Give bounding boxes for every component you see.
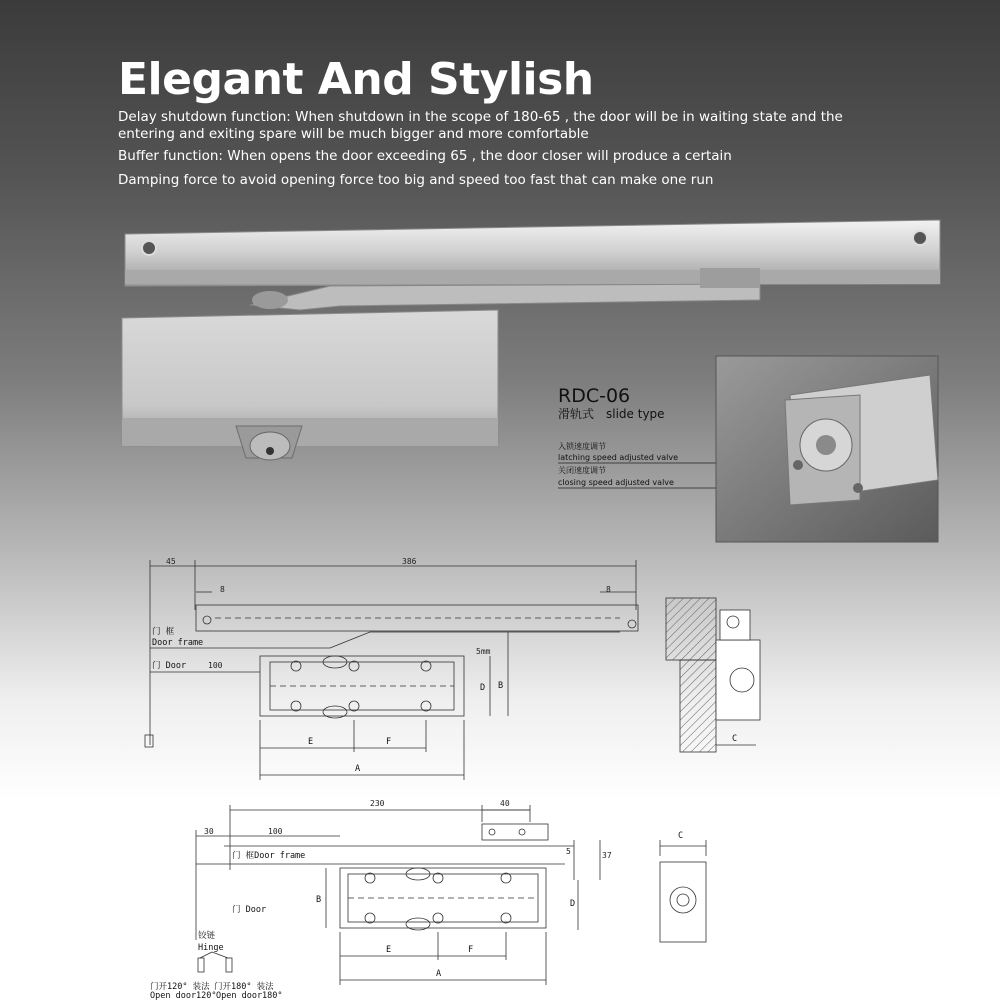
open-180-en: Open door180° bbox=[216, 991, 283, 1000]
model-name: RDC-06 bbox=[558, 385, 631, 407]
valve-detail-photo bbox=[716, 356, 938, 542]
door-closer-rail bbox=[125, 220, 940, 286]
damping-force-description: Damping force to avoid opening force too big and speed too fast that can make one run bbox=[118, 172, 714, 188]
open-120-en: Open door120° bbox=[150, 991, 217, 1000]
label-C-2: C bbox=[678, 831, 684, 841]
dim-37: 37 bbox=[602, 851, 612, 860]
door-label-2: 门 Door bbox=[232, 905, 267, 915]
page-title: Elegant And Stylish bbox=[118, 54, 594, 105]
closing-valve-cn: 关闭速度调节 bbox=[558, 466, 606, 475]
hinge-en: Hinge bbox=[198, 943, 224, 953]
latching-valve-cn: 入锁速度调节 bbox=[558, 442, 606, 451]
open-180-cn: 门开180° 装法 bbox=[214, 982, 274, 992]
dim-8-right: 8 bbox=[606, 585, 611, 594]
type-en-label: slide type bbox=[606, 407, 665, 421]
door-frame-en: Door frame bbox=[152, 638, 204, 648]
hinge-cn: 铰链 bbox=[198, 931, 216, 941]
dim-5mm: 5mm bbox=[476, 647, 491, 656]
dim-40: 40 bbox=[500, 799, 510, 808]
latching-valve-en: latching speed adjusted valve bbox=[558, 453, 678, 462]
door-frame-cn: 门 框 bbox=[152, 627, 175, 637]
dim-8-left: 8 bbox=[220, 585, 225, 594]
label-A: A bbox=[355, 764, 361, 774]
label-A-2: A bbox=[436, 969, 442, 979]
label-F-2: F bbox=[468, 945, 474, 955]
label-C: C bbox=[732, 734, 738, 744]
technical-drawing-1 bbox=[145, 560, 760, 780]
dim-100: 100 bbox=[208, 661, 223, 670]
closing-valve-en: closing speed adjusted valve bbox=[558, 478, 674, 487]
type-cn-label: 滑轨式 bbox=[558, 407, 595, 421]
dim-5: 5 bbox=[566, 847, 571, 856]
label-E: E bbox=[308, 737, 314, 747]
dim-30: 30 bbox=[204, 827, 214, 836]
door-closer-body bbox=[122, 310, 498, 460]
dim-230: 230 bbox=[370, 799, 385, 808]
door-label: 门 Door bbox=[152, 661, 187, 671]
label-E-2: E bbox=[386, 945, 392, 955]
label-B-2: B bbox=[316, 895, 322, 905]
label-F: F bbox=[386, 737, 392, 747]
buffer-function-description: Buffer function: When opens the door exceeding 65 , the door closer will produce a certain bbox=[118, 148, 732, 164]
delay-shutdown-description: Delay shutdown function: When shutdown in the scope of 180-65 , the door will be in waiting state and the entering and exiting spare will be much bigger and more comfortable bbox=[118, 109, 843, 142]
dim-386: 386 bbox=[402, 557, 417, 566]
dim-100-b: 100 bbox=[268, 827, 283, 836]
label-B: B bbox=[498, 681, 504, 691]
dim-45: 45 bbox=[166, 557, 176, 566]
open-120-cn: 门开120° 装法 bbox=[150, 982, 210, 992]
door-frame-label-2: 门 框Door frame bbox=[232, 851, 306, 861]
label-D: D bbox=[480, 683, 486, 693]
label-D-2: D bbox=[570, 899, 576, 909]
